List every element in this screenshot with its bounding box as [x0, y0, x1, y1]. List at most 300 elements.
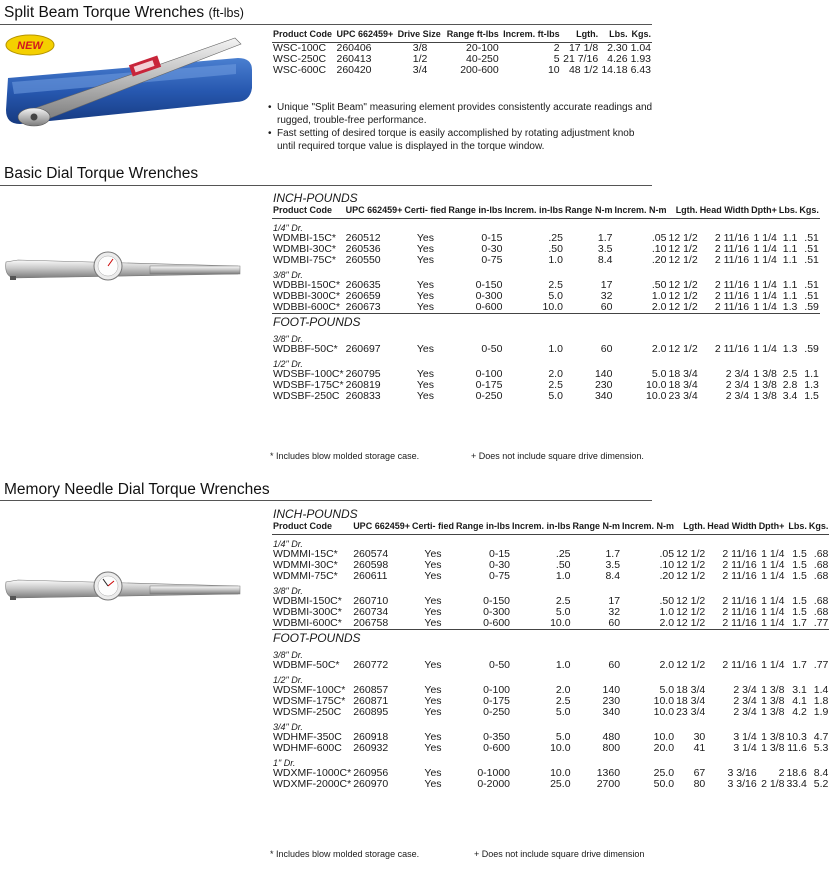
- table-cell: Yes: [416, 278, 434, 291]
- memory-needle-footnote-drive: + Does not include square drive dimension: [474, 849, 645, 859]
- table-row: [272, 685, 829, 696]
- table-cell: 260420: [336, 63, 372, 76]
- table-cell: 5: [553, 52, 560, 65]
- table-cell: 1.0: [659, 605, 675, 618]
- table-cell: 1.1: [782, 242, 798, 255]
- table-cell: 480: [602, 730, 621, 743]
- table-cell: .20: [651, 253, 667, 266]
- table-cell: 1.1: [804, 367, 819, 380]
- table-cell: Yes: [416, 378, 434, 391]
- table-cell: 260970: [353, 777, 389, 790]
- table-cell: 260772: [353, 658, 389, 671]
- table-cell: 1.7: [597, 231, 613, 244]
- table-cell: 0-250: [483, 705, 511, 718]
- table-cell: 2 11/16: [722, 658, 757, 671]
- table-cell: WDMBI-30C*: [273, 242, 337, 255]
- table-cell: 1.5: [792, 605, 807, 618]
- drive-size-label: 3/8" Dr.: [273, 585, 303, 596]
- drive-size-label: 1" Dr.: [273, 757, 296, 768]
- column-header: Kgs.: [808, 522, 829, 534]
- table-cell: 0-15: [481, 231, 503, 244]
- table-cell: WDXMF-2000C*: [273, 777, 352, 790]
- table-cell: 260406: [336, 41, 372, 54]
- column-header: Head Width: [699, 206, 750, 218]
- table-row: [272, 244, 820, 255]
- table-cell: 21 7/16: [563, 52, 599, 65]
- table-cell: 3.5: [605, 558, 621, 571]
- table-cell: 260871: [353, 694, 389, 707]
- table-cell: 1360: [596, 766, 621, 779]
- table-cell: 2.30: [607, 41, 628, 54]
- table-cell: 60: [600, 342, 613, 355]
- column-header: Range ft-lbs: [444, 30, 500, 42]
- basic-dial-footnote-drive: + Does not include square drive dimension.: [471, 451, 644, 461]
- table-cell: 12 1/2: [676, 616, 706, 629]
- table-cell: 1.4: [813, 683, 829, 696]
- table-cell: 32: [600, 289, 613, 302]
- table-cell: 0-50: [481, 342, 503, 355]
- drive-size-row: [272, 582, 829, 596]
- table-cell: 12 1/2: [668, 231, 698, 244]
- table-cell: 2 3/4: [725, 367, 750, 380]
- table-row: [272, 779, 829, 790]
- table-cell: 0-75: [489, 569, 511, 582]
- table-cell: 0-150: [483, 594, 511, 607]
- table-cell: 17: [608, 594, 621, 607]
- table-cell: 140: [594, 367, 613, 380]
- table-cell: 1.7: [605, 547, 621, 560]
- section-title-memory-needle: [4, 481, 270, 499]
- table-cell: WSC-100C: [273, 41, 327, 54]
- table-cell: 1 1/4: [761, 616, 785, 629]
- table-cell: 2 3/4: [733, 705, 757, 718]
- table-row: [272, 380, 820, 391]
- table-cell: Yes: [424, 558, 442, 571]
- table-cell: 1 1/4: [761, 658, 785, 671]
- table-cell: 10.0: [653, 705, 675, 718]
- table-cell: 2 11/16: [714, 253, 750, 266]
- table-row: [272, 596, 829, 607]
- table-cell: 340: [602, 705, 621, 718]
- table-cell: 2 3/4: [725, 389, 750, 402]
- table-cell: WDBBI-150C*: [273, 278, 341, 291]
- table-cell: 3.5: [597, 242, 613, 255]
- column-header: Kgs.: [798, 206, 820, 218]
- table-cell: Yes: [424, 547, 442, 560]
- table-cell: Yes: [416, 389, 434, 402]
- table-cell: WDSBF-175C*: [273, 378, 344, 391]
- table-cell: 60: [608, 616, 621, 629]
- table-cell: 12 1/2: [668, 242, 698, 255]
- table-cell: 2.5: [555, 694, 571, 707]
- column-header: Dpth+: [758, 522, 786, 534]
- table-cell: .05: [651, 231, 667, 244]
- section-title-split-beam: [4, 4, 244, 22]
- table-cell: 0-300: [483, 605, 511, 618]
- table-row: [272, 549, 829, 560]
- table-cell: 1.3: [804, 378, 819, 391]
- table-cell: 0-150: [475, 278, 503, 291]
- table-cell: WDHMF-350C: [273, 730, 342, 743]
- table-cell: 1.7: [792, 658, 807, 671]
- table-cell: Yes: [416, 253, 434, 266]
- table-cell: 10.0: [550, 616, 571, 629]
- table-cell: 2.0: [548, 367, 563, 380]
- table-row: [272, 291, 820, 302]
- table-cell: Yes: [424, 683, 442, 696]
- table-cell: 1.0: [548, 342, 563, 355]
- table-cell: 1.9: [813, 705, 829, 718]
- table-cell: 1 1/4: [761, 547, 785, 560]
- table-cell: 1 1/4: [761, 558, 785, 571]
- table-row: [272, 560, 829, 571]
- table-cell: 4.2: [792, 705, 807, 718]
- table-row: [272, 607, 829, 618]
- table-cell: .68: [813, 569, 829, 582]
- drive-size-label: 3/8" Dr.: [273, 333, 303, 344]
- table-cell: 2.5: [782, 367, 798, 380]
- table-cell: .10: [651, 242, 667, 255]
- table-cell: 0-15: [489, 547, 511, 560]
- table-cell: 3 1/4: [733, 730, 757, 743]
- table-cell: .10: [659, 558, 675, 571]
- table-cell: 2 11/16: [714, 278, 750, 291]
- table-cell: 230: [602, 694, 621, 707]
- table-row: [272, 65, 652, 76]
- table-cell: 2: [778, 766, 785, 779]
- table-cell: 4.1: [792, 694, 807, 707]
- table-cell: Yes: [416, 300, 434, 313]
- table-row: [272, 696, 829, 707]
- table-cell: 18 3/4: [668, 378, 698, 391]
- table-cell: .51: [804, 278, 819, 291]
- table-cell: 1 1/4: [753, 342, 777, 355]
- memory-needle-spec-table: [272, 509, 829, 790]
- table-cell: WDMMI-30C*: [273, 558, 338, 571]
- table-cell: 1.3: [782, 300, 798, 313]
- table-cell: WDSMF-250C: [273, 705, 342, 718]
- table-cell: 6.43: [630, 63, 651, 76]
- table-row: [272, 707, 829, 718]
- table-cell: 60: [600, 300, 613, 313]
- column-header: Lgth.: [667, 206, 698, 218]
- table-cell: 8.4: [813, 766, 829, 779]
- table-cell: 1 1/4: [753, 231, 777, 244]
- table-cell: 12 1/2: [668, 300, 698, 313]
- table-cell: 800: [602, 741, 621, 754]
- basic-dial-wrench-image: [0, 240, 262, 300]
- unit-heading: INCH-POUNDS: [273, 191, 358, 205]
- table-cell: Yes: [416, 342, 434, 355]
- drive-size-row: [272, 355, 820, 369]
- table-cell: 0-350: [483, 730, 511, 743]
- table-cell: 260932: [353, 741, 389, 754]
- table-cell: 1.93: [630, 52, 651, 65]
- table-cell: 12 1/2: [676, 594, 706, 607]
- table-cell: 340: [594, 389, 613, 402]
- table-cell: 41: [693, 741, 706, 754]
- table-cell: 2700: [596, 777, 621, 790]
- table-cell: 18 3/4: [676, 683, 706, 696]
- column-header: Lgth.: [561, 30, 600, 42]
- table-cell: Yes: [416, 231, 434, 244]
- table-cell: WDXMF-1000C*: [273, 766, 352, 779]
- table-cell: 1 3/8: [761, 741, 785, 754]
- table-cell: 2: [553, 41, 560, 54]
- table-cell: 1.1: [782, 278, 798, 291]
- memory-needle-title-text: Memory Needle Dial Torque Wrenches: [4, 481, 270, 498]
- column-header: Lgth.: [675, 522, 706, 534]
- table-cell: 10.0: [550, 766, 571, 779]
- table-cell: 260413: [336, 52, 372, 65]
- table-cell: 1 1/4: [761, 594, 785, 607]
- column-header: UPC 662459+: [352, 522, 411, 534]
- table-cell: 18 3/4: [668, 367, 698, 380]
- table-cell: Yes: [424, 569, 442, 582]
- table-cell: 1 3/8: [761, 694, 785, 707]
- table-cell: 2.5: [548, 278, 563, 291]
- table-cell: 1 1/4: [753, 289, 777, 302]
- table-cell: 1 3/8: [761, 705, 785, 718]
- memory-needle-wrench-image: [0, 560, 262, 620]
- split-beam-product-photo: [0, 30, 262, 130]
- table-cell: 12 1/2: [676, 569, 706, 582]
- memory-needle-footnote-storage: * Includes blow molded storage case.: [270, 849, 420, 859]
- table-cell: .05: [659, 547, 675, 560]
- column-header: Increm. ft-lbs: [500, 30, 561, 42]
- table-cell: .20: [659, 569, 675, 582]
- table-row: [272, 571, 829, 582]
- table-cell: 260857: [353, 683, 389, 696]
- unit-heading: FOOT-POUNDS: [272, 313, 820, 330]
- table-cell: 30: [693, 730, 706, 743]
- table-cell: 1.0: [555, 658, 571, 671]
- table-cell: 260536: [345, 242, 381, 255]
- column-header: Increm. N-m: [613, 206, 667, 218]
- table-cell: 0-600: [483, 616, 511, 629]
- table-cell: Yes: [424, 705, 442, 718]
- drive-size-label: 1/4" Dr.: [273, 222, 303, 233]
- table-cell: 1 1/4: [753, 242, 777, 255]
- drive-size-label: 3/4" Dr.: [273, 721, 303, 732]
- table-cell: WSC-250C: [273, 52, 327, 65]
- table-cell: 1 1/4: [753, 300, 777, 313]
- column-header: Increm. N-m: [621, 522, 675, 534]
- table-cell: 12 1/2: [668, 342, 698, 355]
- table-cell: 200-600: [460, 63, 499, 76]
- table-cell: Yes: [424, 730, 442, 743]
- table-cell: 2 11/16: [722, 605, 757, 618]
- table-cell: 5.0: [548, 289, 563, 302]
- column-header: Kgs.: [629, 30, 652, 42]
- table-row: [272, 660, 829, 671]
- table-cell: 0-100: [483, 683, 511, 696]
- table-cell: 2 11/16: [722, 558, 757, 571]
- table-cell: 230: [594, 378, 613, 391]
- table-row: [272, 344, 820, 355]
- table-cell: WDBBI-600C*: [273, 300, 341, 313]
- table-cell: 12 1/2: [676, 658, 706, 671]
- column-header: Lbs.: [785, 522, 807, 534]
- table-cell: 20-100: [466, 41, 499, 54]
- table-cell: 2 11/16: [714, 300, 750, 313]
- table-cell: 2.0: [659, 616, 675, 629]
- new-badge: NEW: [17, 40, 43, 52]
- column-header: Lbs.: [778, 206, 799, 218]
- table-cell: 260574: [353, 547, 389, 560]
- table-cell: 23 3/4: [668, 389, 698, 402]
- table-cell: 48 1/2: [568, 63, 599, 76]
- table-cell: 5.0: [548, 389, 563, 402]
- table-cell: 2 11/16: [714, 342, 750, 355]
- table-cell: 1 3/8: [753, 378, 777, 391]
- table-row: [272, 42, 652, 54]
- table-cell: 1 3/8: [761, 683, 785, 696]
- table-cell: .25: [548, 231, 563, 244]
- table-cell: WDHMF-600C: [273, 741, 342, 754]
- table-cell: 5.2: [813, 777, 829, 790]
- table-cell: 260659: [345, 289, 381, 302]
- table-cell: 0-250: [475, 389, 503, 402]
- table-cell: 1/2: [412, 52, 428, 65]
- table-cell: 260697: [345, 342, 381, 355]
- table-cell: 5.0: [555, 705, 571, 718]
- column-header: Product Code: [272, 522, 352, 534]
- column-header: Dpth+: [750, 206, 778, 218]
- table-row: [272, 280, 820, 291]
- table-cell: 5.0: [555, 605, 571, 618]
- table-cell: 50.0: [653, 777, 675, 790]
- table-cell: 5.0: [651, 367, 667, 380]
- table-cell: 1.5: [804, 389, 819, 402]
- table-cell: WDMMI-15C*: [273, 547, 338, 560]
- table-cell: 1.0: [555, 569, 571, 582]
- table-cell: 5.0: [555, 730, 571, 743]
- basic-dial-title-text: Basic Dial Torque Wrenches: [4, 165, 199, 182]
- table-cell: 33.4: [786, 777, 807, 790]
- table-cell: 260895: [353, 705, 389, 718]
- table-cell: 8.4: [605, 569, 621, 582]
- table-cell: 2 11/16: [722, 547, 757, 560]
- table-cell: 0-1000: [477, 766, 511, 779]
- table-cell: 17 1/8: [568, 41, 599, 54]
- basic-dial-rule: [0, 185, 652, 186]
- table-cell: 260918: [353, 730, 389, 743]
- basic-dial-spec-table: [272, 193, 820, 402]
- table-cell: 260611: [353, 569, 388, 582]
- table-cell: 10.0: [646, 389, 667, 402]
- table-cell: 260673: [345, 300, 381, 313]
- table-cell: 2 3/4: [733, 683, 757, 696]
- split-beam-wrench-image: [0, 30, 262, 130]
- drive-size-label: 3/8" Dr.: [273, 269, 303, 280]
- column-header: UPC 662459+: [335, 30, 396, 42]
- table-cell: 32: [608, 605, 621, 618]
- drive-size-label: 3/8" Dr.: [273, 649, 303, 660]
- table-cell: .51: [804, 289, 819, 302]
- table-cell: 2.5: [555, 594, 571, 607]
- unit-heading-row: [272, 629, 829, 646]
- table-cell: 1.1: [782, 253, 798, 266]
- split-beam-feature-list: [268, 101, 654, 153]
- unit-heading: INCH-POUNDS: [273, 507, 358, 521]
- table-cell: 10: [547, 63, 560, 76]
- table-cell: Yes: [424, 766, 442, 779]
- table-cell: .51: [804, 253, 819, 266]
- table-cell: 10.0: [550, 741, 571, 754]
- split-beam-spec-table: [272, 30, 652, 76]
- table-cell: 3 3/16: [727, 777, 757, 790]
- table-cell: 0-175: [475, 378, 503, 391]
- table-cell: 2 3/4: [725, 378, 750, 391]
- table-cell: 1.5: [792, 569, 807, 582]
- table-cell: 0-30: [481, 242, 503, 255]
- table-cell: Yes: [416, 242, 434, 255]
- table-cell: 5.3: [813, 741, 829, 754]
- table-cell: 2.8: [782, 378, 798, 391]
- table-cell: 206758: [353, 616, 389, 629]
- table-cell: 1.1: [782, 289, 798, 302]
- table-cell: WDMMI-75C*: [273, 569, 338, 582]
- table-cell: 1.3: [782, 342, 798, 355]
- split-beam-title-text: Split Beam Torque Wrenches: [4, 4, 205, 21]
- drive-size-row: [272, 266, 820, 280]
- table-cell: 2.5: [548, 378, 563, 391]
- table-cell: 1.0: [548, 253, 563, 266]
- table-cell: 12 1/2: [668, 289, 698, 302]
- table-cell: WSC-600C: [273, 63, 327, 76]
- drive-size-row: [272, 671, 829, 685]
- table-cell: 12 1/2: [668, 253, 698, 266]
- table-cell: WDSBF-100C*: [273, 367, 344, 380]
- table-cell: WDBMI-600C*: [273, 616, 342, 629]
- table-cell: 2 11/16: [722, 569, 757, 582]
- table-cell: 11.6: [787, 741, 807, 754]
- table-cell: 67: [693, 766, 706, 779]
- table-cell: 10.3: [786, 730, 807, 743]
- unit-heading-row: [272, 313, 820, 330]
- table-cell: 0-50: [489, 658, 511, 671]
- table-cell: 0-75: [481, 253, 503, 266]
- table-header-row: [272, 522, 829, 534]
- drive-size-row: [272, 718, 829, 732]
- column-header: UPC 662459+: [345, 206, 404, 218]
- table-cell: 1 1/4: [753, 278, 777, 291]
- table-cell: WDBBI-300C*: [273, 289, 341, 302]
- table-cell: 60: [608, 658, 621, 671]
- table-cell: .51: [804, 231, 819, 244]
- table-cell: 260795: [345, 367, 381, 380]
- section-title-basic-dial: [4, 165, 198, 183]
- table-cell: Yes: [424, 741, 442, 754]
- table-cell: 80: [693, 777, 706, 790]
- table-cell: Yes: [424, 658, 442, 671]
- table-cell: 25.0: [550, 777, 571, 790]
- table-cell: .68: [813, 605, 829, 618]
- table-cell: 3.1: [792, 683, 807, 696]
- table-cell: 2.0: [651, 342, 667, 355]
- table-cell: 20.0: [653, 741, 675, 754]
- table-cell: 18 3/4: [676, 694, 706, 707]
- feature-bullet: • Fast setting of desired torque is easily accomplished by rotating adjustment knob until required torque value is displayed in the torque window.: [268, 127, 654, 153]
- unit-heading: FOOT-POUNDS: [272, 629, 829, 646]
- table-cell: 1.04: [630, 41, 651, 54]
- table-cell: 2.0: [651, 300, 667, 313]
- table-cell: WDMBI-15C*: [273, 231, 337, 244]
- table-cell: WDBMI-150C*: [273, 594, 342, 607]
- column-header: Drive Size: [397, 30, 444, 42]
- table-cell: 2 11/16: [722, 594, 757, 607]
